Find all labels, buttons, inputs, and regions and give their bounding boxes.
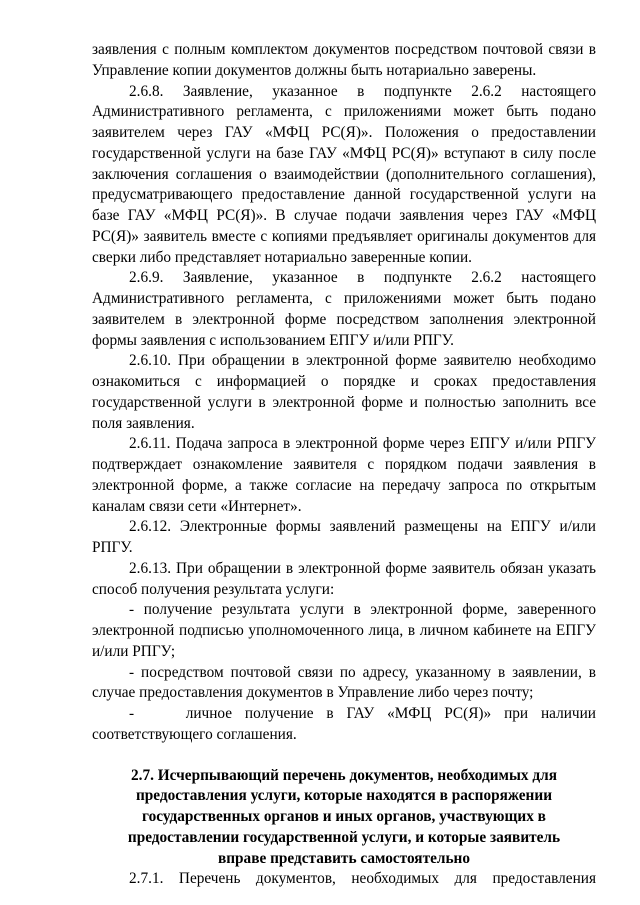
list-item-personal: - личное получение в ГАУ «МФЦ РС(Я)» при наличии соответствующего соглашения. [92,705,600,743]
paragraph-2-7-1: 2.7.1. Перечень документов, необходимых для предоставления [129,870,596,888]
paragraph-2-6-12: 2.6.12. Электронные формы заявлений размещены на ЕПГУ и/или РПГУ. [92,518,596,556]
paragraph-2-6-9: 2.6.9. Заявление, указанное в подпункте 2.6.2 настоящего Административного регламента, с приложениями может быть подано заявителем в электронной форме посредством заполнения электронной формы заявления с использованием ЕПГУ и/или РПГУ. [92,269,596,349]
paragraph-2-6-10: 2.6.10. При обращении в электронной форме заявителю необходимо ознакомиться с информацией о порядке и сроках предоставления государственной услуги в электронной форме и полностью заполнить все поля заявления. [92,352,596,432]
list-item-postal: - посредством почтовой связи по адресу, указанному в заявлении, в случае предоставления документов в Управление либо через почту; [92,663,596,702]
section-spacer [92,746,596,766]
paragraph-continuation: заявления с полным комплектом документов посредством почтовой связи в Управление копии документов должны быть нотариально заверены. [92,41,596,79]
section-heading-2-7: 2.7. Исчерпывающий перечень документов, необходимых для предоставления услуги, которые находятся в распоряжении государственных органов и иных органов, участвующих в предоставлении государственной услуги, и которые заявитель вправе представить самостоятельно [127,766,561,867]
document-body [92,40,600,890]
paragraph-2-6-8: 2.6.8. Заявление, указанное в подпункте 2.6.2 настоящего Административного регламента, с приложениями может быть подано заявителем через ГАУ «МФЦ РС(Я)». Положения о предоставлении государственной услуги на базе ГАУ «МФЦ РС(Я)» вступают в силу после заключения соглашения о взаимодействии (дополнительного соглашения), предусматривающего предоставление данной государственной услуги на базе ГАУ «МФЦ РС(Я)». В случае подачи заявления через ГАУ «МФЦ РС(Я)» заявитель вместе с копиями предъявляет оригиналы документов для сверки либо представляет нотариально заверенные копии. [92,82,596,266]
paragraph-2-6-11: 2.6.11. Подача запроса в электронной форме через ЕПГУ и/или РПГУ подтверждает ознакомление заявителя с порядком подачи заявления в электронной форме, а также согласие на передачу запроса по открытым каналам связи сети «Интернет». [92,435,596,515]
list-item-electronic: - получение результата услуги в электронной форме, заверенного электронной подписью уполномоченного лица, в личном кабинете на ЕПГУ и/или РПГУ; [92,601,596,660]
paragraph-2-6-13: 2.6.13. При обращении в электронной форме заявитель обязан указать способ получения результата услуги: [92,559,596,598]
